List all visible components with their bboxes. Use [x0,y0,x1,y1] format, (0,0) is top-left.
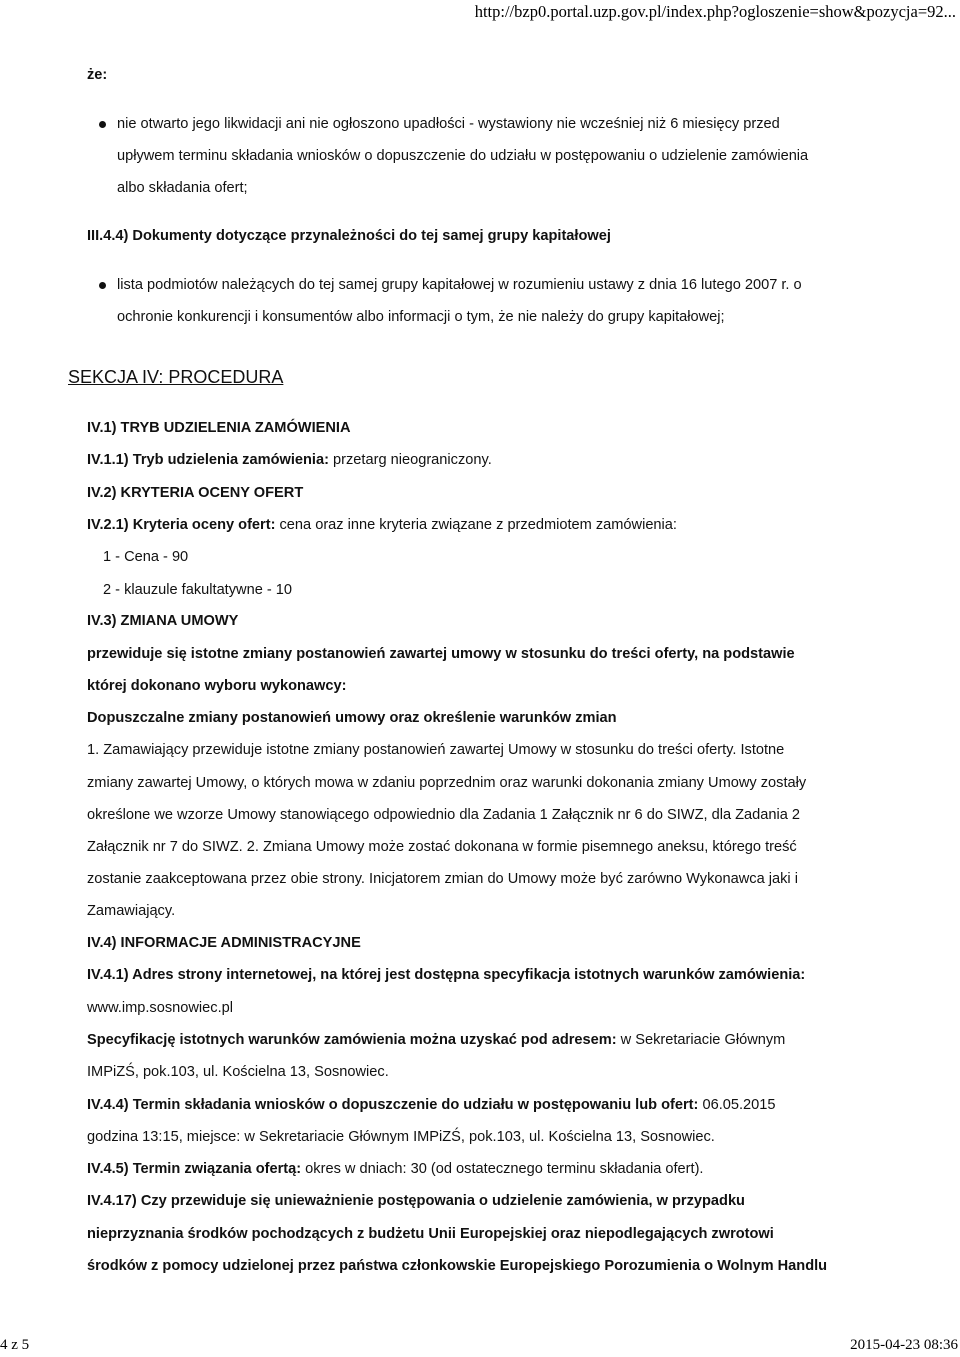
page-url: http://bzp0.portal.uzp.gov.pl/index.php?ogloszenie=show&pozycja=92... [474,2,956,21]
text-line: określone we wzorze Umowy stanowiącego odpowiednio dla Zadania 1 Załącznik nr 6 do SIWZ, dla Zadania 2 [87,807,801,823]
heading-iii-4-4: III.4.4) Dokumenty dotyczące przynależności do tej samej grupy kapitałowej [87,228,611,244]
text-line: środków z pomocy udzielonej przez państwa członkowskie Europejskiego Porozumienia o Wolnym Handlu [87,1258,828,1274]
text-line: 1. Zamawiający przewiduje istotne zmiany postanowień zawartej Umowy w stosunku do treści oferty. Istotne [87,742,785,758]
text-line: lista podmiotów należących do tej samej grupy kapitałowej w rozumieniu ustawy z dnia 16 lutego 2007 r. o [117,277,802,293]
text-line: Zamawiający. [87,903,176,919]
text-line: nie otwarto jego likwidacji ani nie ogłoszono upadłości - wystawiony nie wcześniej niż 6 miesięcy przed [117,116,780,132]
subheading: Dopuszczalne zmiany postanowień umowy oraz określenie warunków zmian [87,710,617,726]
iv-1-1-line: IV.1.1) Tryb udzielenia zamówienia: przetarg nieograniczony. [87,452,492,468]
text-line: Załącznik nr 7 do SIWZ. 2. Zmiana Umowy może zostać dokonana w formie pisemnego aneksu, którego treść [87,839,797,855]
text-line: zmiany zawartej Umowy, o których mowa w zdaniu poprzednim oraz warunki dokonania zmiany Umowy zostały [87,775,807,791]
heading-iv-1: IV.1) TRYB UDZIELENIA ZAMÓWIENIA [87,420,351,436]
text-line: IV.4.17) Czy przewiduje się unieważnienie postępowania o udzielenie zamówienia, w przypadku [87,1193,745,1209]
text-line: ochronie konkurencji i konsumentów albo informacji o tym, że nie należy do grupy kapitałowej; [117,309,725,325]
text-line: IV.4.4) Termin składania wniosków o dopuszczenie do udziału w postępowaniu lub ofert: 06.05.2015 [87,1097,776,1113]
text-line: nieprzyznania środków pochodzących z budżetu Unii Europejskiej oraz niepodlegających zwrotowi [87,1226,774,1242]
text-line: Specyfikację istotnych warunków zamówienia można uzyskać pod adresem: w Sekretariacie Głównym [87,1032,786,1048]
text-line: IMPiZŚ, pok.103, ul. Kościelna 13, Sosnowiec. [87,1064,389,1080]
text-line: przewiduje się istotne zmiany postanowień zawartej umowy w stosunku do treści oferty, na podstawie [87,646,795,662]
criterion-item: 1 - Cena - 90 [103,549,189,565]
text-line: zostanie zaakceptowana przez obie strony. Inicjatorem zmian do Umowy może być zarówno Wykonawca jaki i [87,871,798,887]
heading-iv-3: IV.3) ZMIANA UMOWY [87,613,239,629]
text-line: której dokonano wyboru wykonawcy: [87,678,347,694]
bullet-icon [99,282,106,289]
text-line: albo składania ofert; [117,180,248,196]
criterion-item: 2 - klauzule fakultatywne - 10 [103,582,293,598]
heading-iv-2: IV.2) KRYTERIA OCENY OFERT [87,485,304,501]
iv-2-1-line: IV.2.1) Kryteria oceny ofert: cena oraz inne kryteria związane z przedmiotem zamówienia: [87,517,677,533]
text-line: godzina 13:15, miejsce: w Sekretariacie Głównym IMPiZŚ, pok.103, ul. Kościelna 13, Sosnowiec. [87,1129,715,1145]
ze-label: że: [87,67,108,83]
print-datetime: 2015-04-23 08:36 [850,1337,958,1353]
heading-iv-4: IV.4) INFORMACJE ADMINISTRACYJNE [87,935,361,951]
page-number: 4 z 5 [0,1337,30,1353]
website-link[interactable]: www.imp.sosnowiec.pl [87,1000,233,1016]
text-line: IV.4.5) Termin związania ofertą: okres w dniach: 30 (od ostatecznego terminu składania ofert). [87,1161,704,1177]
text-line: upływem terminu składania wniosków o dopuszczenie do udziału w postępowaniu o udzielenie zamówienia [117,148,809,164]
text-line: IV.4.1) Adres strony internetowej, na której jest dostępna specyfikacja istotnych warunków zamówienia: [87,967,806,983]
section-title: SEKCJA IV: PROCEDURA [68,367,284,387]
bullet-icon [99,121,106,128]
